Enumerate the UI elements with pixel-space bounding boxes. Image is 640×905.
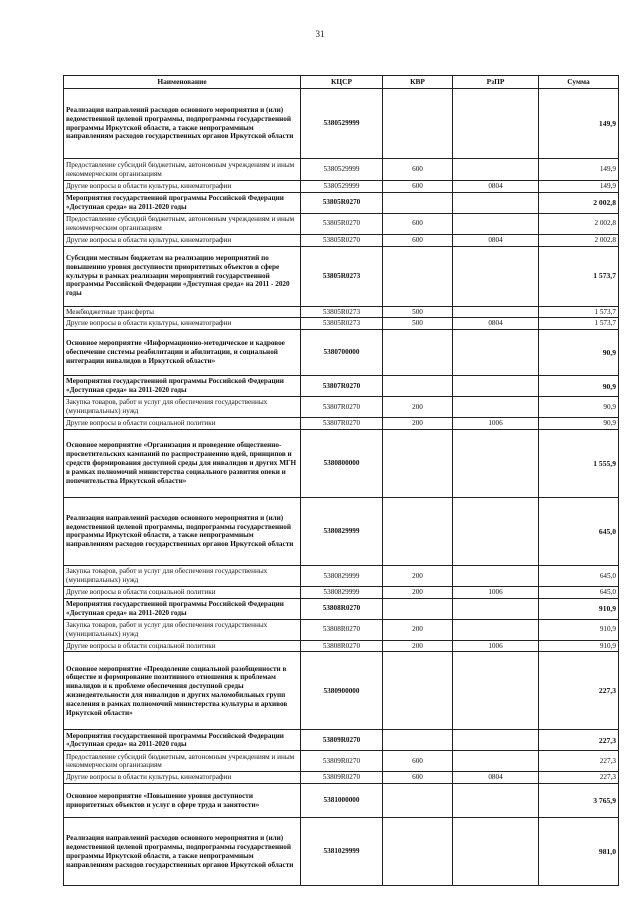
cell-kcsr: 53809R0270 [301, 772, 383, 784]
cell-name: Закупка товаров, работ и услуг для обеспечения государственных (муниципальных) нужд [64, 397, 301, 418]
cell-rzpr [453, 751, 539, 772]
cell-name: Реализация направлений расходов основного мероприятия и (или) ведомственной целевой программы, подпрограммы государственной программы Иркутской области, а также непрограммным направлениям расходов государственных органов Иркутской области [64, 89, 301, 159]
cell-name: Основное мероприятие «Организация и проведение общественно-просветительских кампаний по распространению идей, принципов и средств формирования доступной среды для инвалидов и других МГН в рамках полномочий министерства социального развития опеки и попечительства Иркутской области» [64, 429, 301, 497]
table-row [64, 213, 619, 234]
header-kvr: КВР [383, 76, 453, 89]
cell-rzpr [453, 497, 539, 565]
cell-kvr [383, 497, 453, 565]
table-row [64, 306, 619, 318]
cell-kcsr: 53808R0270 [301, 640, 383, 652]
cell-kcsr: 53805R0273 [301, 318, 383, 330]
cell-sum: 90,9 [539, 330, 619, 376]
header-sum: Сумма [539, 76, 619, 89]
cell-name: Другие вопросы в области социальной политики [64, 418, 301, 430]
table-row [64, 565, 619, 586]
cell-sum: 981,0 [539, 818, 619, 886]
cell-kvr: 600 [383, 213, 453, 234]
cell-rzpr: 1006 [453, 418, 539, 430]
cell-kvr: 600 [383, 234, 453, 246]
cell-name: Субсидии местным бюджетам на реализацию мероприятий по повышению уровня доступности приоритетных объектов в сфере культуры в рамках реализации мероприятий государственной программы Российской Федерации «Доступная среда» на 2011 - 2020 годы [64, 246, 301, 306]
cell-rzpr [453, 376, 539, 397]
header-name: Наименование [64, 76, 301, 89]
cell-sum: 645,0 [539, 586, 619, 598]
cell-rzpr [453, 818, 539, 886]
cell-sum: 2 002,8 [539, 192, 619, 213]
cell-sum: 1 573,7 [539, 306, 619, 318]
cell-kvr: 200 [383, 640, 453, 652]
cell-kvr: 500 [383, 306, 453, 318]
cell-rzpr: 0804 [453, 234, 539, 246]
cell-rzpr: 0804 [453, 772, 539, 784]
cell-name: Предоставление субсидий бюджетным, автономным учреждениям и иным некоммерческим организациям [64, 159, 301, 181]
cell-rzpr [453, 330, 539, 376]
cell-kcsr: 5381000000 [301, 784, 383, 818]
cell-kvr: 200 [383, 586, 453, 598]
cell-kvr: 600 [383, 159, 453, 181]
table-row [64, 318, 619, 330]
table-row [64, 234, 619, 246]
cell-rzpr [453, 306, 539, 318]
cell-sum: 910,9 [539, 598, 619, 619]
table-row [64, 376, 619, 397]
cell-kvr: 500 [383, 318, 453, 330]
cell-sum: 227,3 [539, 730, 619, 751]
cell-sum: 1 573,7 [539, 246, 619, 306]
cell-kvr [383, 652, 453, 730]
cell-kvr [383, 330, 453, 376]
cell-rzpr [453, 730, 539, 751]
header-rzpr: РзПР [453, 76, 539, 89]
cell-name: Другие вопросы в области культуры, кинематографии [64, 772, 301, 784]
cell-rzpr [453, 652, 539, 730]
cell-rzpr: 1006 [453, 640, 539, 652]
budget-table [63, 75, 619, 886]
cell-sum: 227,3 [539, 751, 619, 772]
cell-kvr: 600 [383, 181, 453, 193]
cell-kcsr: 53805R0270 [301, 192, 383, 213]
cell-kvr [383, 598, 453, 619]
cell-sum: 227,3 [539, 652, 619, 730]
table-row [64, 497, 619, 565]
cell-sum: 90,9 [539, 397, 619, 418]
table-row [64, 784, 619, 818]
cell-name: Реализация направлений расходов основного мероприятия и (или) ведомственной целевой программы, подпрограммы государственной программы Иркутской области, а также непрограммным направлениям расходов государственных органов Иркутской области [64, 497, 301, 565]
table-row [64, 751, 619, 772]
cell-kcsr: 5380900000 [301, 652, 383, 730]
cell-kvr: 600 [383, 772, 453, 784]
cell-kvr: 200 [383, 418, 453, 430]
cell-rzpr: 0804 [453, 318, 539, 330]
cell-sum: 149,9 [539, 89, 619, 159]
header-row [64, 76, 619, 89]
cell-kcsr: 5381029999 [301, 818, 383, 886]
cell-kvr [383, 246, 453, 306]
table-row [64, 429, 619, 497]
table-body [64, 89, 619, 886]
cell-kcsr: 53805R0273 [301, 306, 383, 318]
cell-kcsr: 53805R0270 [301, 234, 383, 246]
cell-name: Другие вопросы в области культуры, кинематографии [64, 234, 301, 246]
cell-kcsr: 5380800000 [301, 429, 383, 497]
cell-kvr [383, 192, 453, 213]
cell-kvr: 200 [383, 619, 453, 640]
cell-sum: 149,9 [539, 159, 619, 181]
cell-kcsr: 53807R0270 [301, 376, 383, 397]
cell-sum: 1 573,7 [539, 318, 619, 330]
cell-name: Мероприятия государственной программы Российской Федерации «Доступная среда» на 2011-2020 годы [64, 598, 301, 619]
table-row [64, 397, 619, 418]
cell-sum: 910,9 [539, 619, 619, 640]
table-row [64, 181, 619, 193]
cell-kvr [383, 818, 453, 886]
cell-kvr [383, 784, 453, 818]
cell-kcsr: 53808R0270 [301, 619, 383, 640]
cell-rzpr [453, 192, 539, 213]
cell-kcsr: 53807R0270 [301, 418, 383, 430]
cell-name: Предоставление субсидий бюджетным, автономным учреждениям и иным некоммерческим организациям [64, 213, 301, 234]
cell-kcsr: 5380829999 [301, 497, 383, 565]
cell-kvr: 200 [383, 397, 453, 418]
cell-rzpr: 0804 [453, 181, 539, 193]
cell-kcsr: 53808R0270 [301, 598, 383, 619]
cell-sum: 149,9 [539, 181, 619, 193]
cell-rzpr [453, 89, 539, 159]
cell-name: Закупка товаров, работ и услуг для обеспечения государственных (муниципальных) нужд [64, 565, 301, 586]
cell-sum: 90,9 [539, 376, 619, 397]
cell-kvr [383, 429, 453, 497]
table-row [64, 89, 619, 159]
cell-name: Мероприятия государственной программы Российской Федерации «Доступная среда» на 2011-2020 годы [64, 376, 301, 397]
table-row [64, 640, 619, 652]
cell-kvr [383, 376, 453, 397]
cell-kcsr: 5380829999 [301, 586, 383, 598]
cell-kvr: 200 [383, 565, 453, 586]
cell-rzpr [453, 246, 539, 306]
table-row [64, 730, 619, 751]
cell-kcsr: 5380529999 [301, 181, 383, 193]
cell-sum: 645,0 [539, 565, 619, 586]
table-row [64, 330, 619, 376]
cell-kcsr: 53805R0273 [301, 246, 383, 306]
table-row [64, 598, 619, 619]
cell-sum: 227,3 [539, 772, 619, 784]
cell-rzpr [453, 598, 539, 619]
cell-name: Основное мероприятие «Информационно-методическое и кадровое обеспечение системы реабилитации и абилитации, и социальной интеграции инвалидов в Иркутской области» [64, 330, 301, 376]
cell-sum: 3 765,9 [539, 784, 619, 818]
cell-rzpr [453, 565, 539, 586]
cell-name: Закупка товаров, работ и услуг для обеспечения государственных (муниципальных) нужд [64, 619, 301, 640]
cell-name: Другие вопросы в области социальной политики [64, 640, 301, 652]
cell-kcsr: 53807R0270 [301, 397, 383, 418]
cell-rzpr [453, 159, 539, 181]
table-row [64, 772, 619, 784]
cell-name: Другие вопросы в области социальной политики [64, 586, 301, 598]
cell-kvr [383, 730, 453, 751]
page-number: 31 [315, 29, 325, 39]
cell-name: Основное мероприятие «Повышение уровня доступности приоритетных объектов и услуг в сфере труда и занятости» [64, 784, 301, 818]
cell-kcsr: 5380829999 [301, 565, 383, 586]
cell-kvr [383, 89, 453, 159]
cell-kcsr: 53805R0270 [301, 213, 383, 234]
table-row [64, 818, 619, 886]
table-row [64, 246, 619, 306]
cell-kcsr: 53809R0270 [301, 730, 383, 751]
cell-rzpr: 1006 [453, 586, 539, 598]
cell-name: Межбюджетные трансферты [64, 306, 301, 318]
cell-sum: 1 555,9 [539, 429, 619, 497]
cell-kcsr: 5380529999 [301, 159, 383, 181]
cell-sum: 2 002,8 [539, 213, 619, 234]
cell-kvr: 600 [383, 751, 453, 772]
table-row [64, 192, 619, 213]
cell-sum: 90,9 [539, 418, 619, 430]
cell-name: Мероприятия государственной программы Российской Федерации «Доступная среда» на 2011-2020 годы [64, 730, 301, 751]
cell-sum: 2 002,8 [539, 234, 619, 246]
cell-sum: 645,0 [539, 497, 619, 565]
table-row [64, 652, 619, 730]
cell-rzpr [453, 784, 539, 818]
cell-kcsr: 53809R0270 [301, 751, 383, 772]
cell-kcsr: 5380529999 [301, 89, 383, 159]
cell-name: Реализация направлений расходов основного мероприятия и (или) ведомственной целевой программы, подпрограммы государственной программы Иркутской области, а также непрограммным направлениям расходов государственных органов Иркутской области [64, 818, 301, 886]
table-row [64, 586, 619, 598]
cell-sum: 910,9 [539, 640, 619, 652]
cell-name: Основное мероприятие «Преодоление социальной разобщенности в обществе и формирование позитивного отношения к проблемам инвалидов и к проблеме обеспечения доступной среды жизнедеятельности для инвалидов и других маломобильных групп населения в рамках полномочий министерства культуры и архивов Иркутской области» [64, 652, 301, 730]
cell-rzpr [453, 619, 539, 640]
cell-name: Мероприятия государственной программы Российской Федерации «Доступная среда» на 2011-2020 годы [64, 192, 301, 213]
cell-name: Предоставление субсидий бюджетным, автономным учреждениям и иным некоммерческим организациям [64, 751, 301, 772]
cell-rzpr [453, 429, 539, 497]
cell-rzpr [453, 213, 539, 234]
cell-name: Другие вопросы в области культуры, кинематографии [64, 318, 301, 330]
table-row [64, 418, 619, 430]
table-row [64, 159, 619, 181]
cell-rzpr [453, 397, 539, 418]
cell-name: Другие вопросы в области культуры, кинематографии [64, 181, 301, 193]
cell-kcsr: 5380700000 [301, 330, 383, 376]
table-row [64, 619, 619, 640]
header-kcsr: КЦСР [301, 76, 383, 89]
